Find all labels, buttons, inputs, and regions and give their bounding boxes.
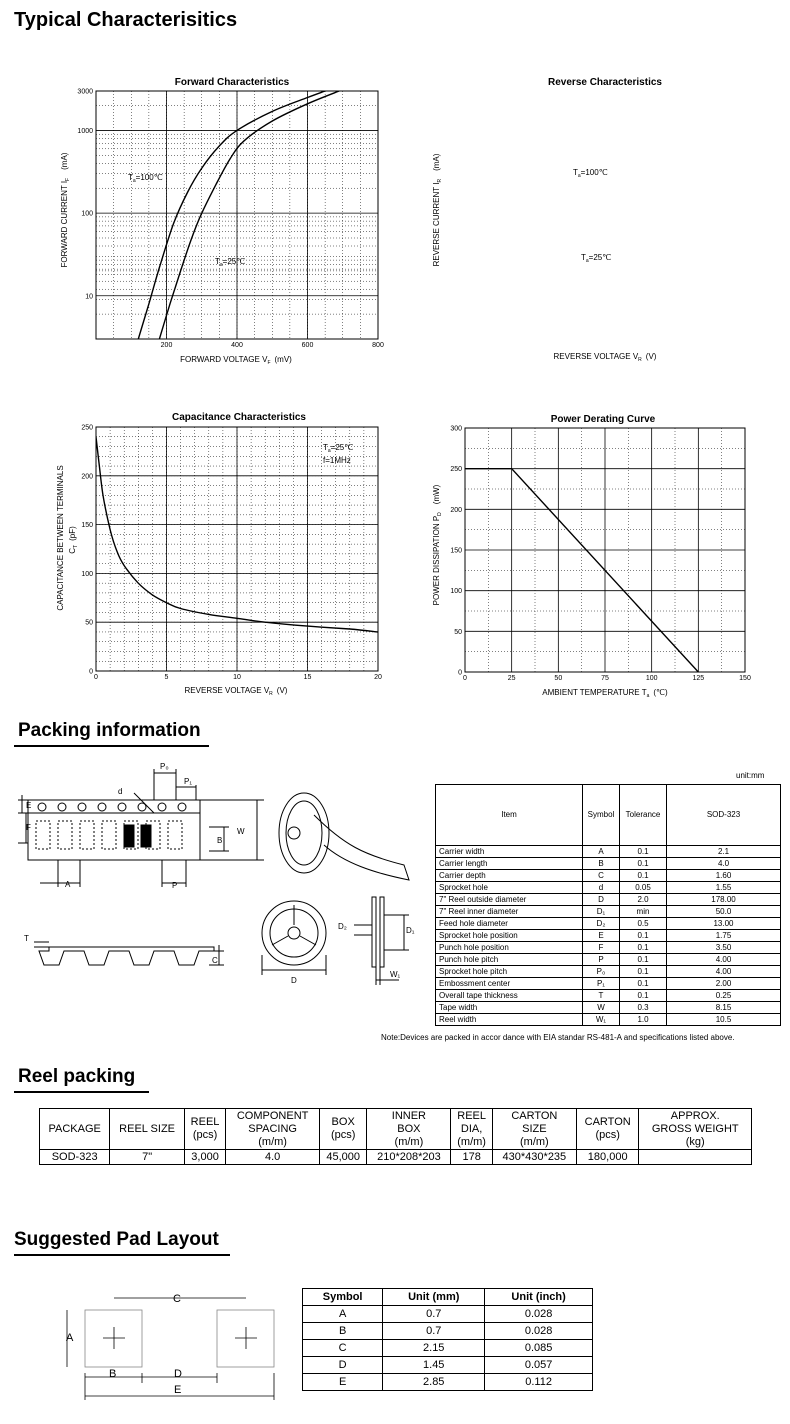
packing-symbol: P₀ — [583, 966, 620, 978]
component — [141, 825, 151, 847]
packing-item: Feed hole diameter — [436, 918, 583, 930]
packing-symbol: B — [583, 858, 620, 870]
packing-value: 8.15 — [667, 1002, 781, 1014]
y-tick-label: 0 — [89, 668, 93, 676]
packing-value: 1.60 — [667, 870, 781, 882]
packing-symbol: D₂ — [583, 918, 620, 930]
derating-title: Power Derating Curve — [550, 414, 656, 425]
x-tick-label: 0 — [463, 675, 467, 682]
x-tick-label: 20 — [374, 674, 382, 681]
packing-row — [436, 990, 781, 1002]
page-title: Typical Characterisitics — [14, 9, 238, 31]
packing-row — [436, 918, 781, 930]
packing-value: 4.00 — [667, 966, 781, 978]
packing-row — [436, 870, 781, 882]
tape-reel-diagram — [14, 755, 429, 1020]
y-tick-label: 150 — [450, 547, 462, 555]
reel-header — [184, 1109, 225, 1150]
pad-row — [303, 1340, 593, 1357]
packing-row — [436, 882, 781, 894]
reel-header — [367, 1109, 451, 1150]
y-tick-label: 1000 — [77, 127, 93, 135]
reel-header-line: PACKAGE — [48, 1122, 101, 1135]
reel-header-line: DIA, — [460, 1122, 483, 1135]
tape-outline — [28, 800, 200, 860]
packing-item: 7" Reel outside diameter — [436, 894, 583, 906]
forward-ticks — [77, 89, 384, 350]
packing-item: Carrier length — [436, 858, 583, 870]
forward-title: Forward Characteristics — [174, 77, 290, 88]
reel-cell: 210*208*203 — [367, 1150, 451, 1165]
sprocket-hole — [78, 803, 86, 811]
capacitance-title: Capacitance Characteristics — [172, 412, 306, 423]
reel-header-line: CARTON — [511, 1109, 558, 1122]
svg-text:E: E — [174, 1384, 182, 1396]
packing-unit: unit:mm — [736, 771, 765, 780]
pad-cell: A — [303, 1306, 383, 1323]
svg-text:P₁: P₁ — [184, 777, 193, 786]
reel-header — [451, 1109, 492, 1150]
tape-pocket — [102, 821, 116, 849]
x-tick-label: 0 — [94, 674, 98, 681]
packing-row — [436, 858, 781, 870]
packing-tolerance: 0.1 — [620, 870, 667, 882]
packing-tolerance: 0.5 — [620, 918, 667, 930]
y-tick-label: 100 — [450, 588, 462, 596]
packing-row — [436, 954, 781, 966]
packing-item: Carrier width — [436, 846, 583, 858]
forward-ann-100: $T_a=100℃$ — [128, 173, 163, 184]
reel-heading-underline — [14, 1091, 149, 1093]
reel-header-line: GROSS WEIGHT — [651, 1122, 739, 1135]
reel-header — [639, 1109, 752, 1150]
pad-cell: 1.45 — [383, 1357, 485, 1374]
packing-symbol: D — [583, 894, 620, 906]
reel-header-line: (m/m) — [457, 1135, 486, 1148]
pad-row — [303, 1306, 593, 1323]
derating-ylabel: POWER DISSIPATION $P_D(mW)$ — [432, 484, 443, 606]
y-tick-label: 250 — [81, 424, 93, 432]
reel-header-line: (kg) — [685, 1135, 705, 1148]
svg-text:E: E — [26, 801, 32, 810]
reel-header-line: BOX — [397, 1122, 421, 1135]
packing-item: 7" Reel inner diameter — [436, 906, 583, 918]
pad-layout-diagram — [55, 1285, 295, 1410]
derating-ticks — [450, 426, 751, 683]
forward-xlabel: FORWARD VOLTAGE $V_F$ (mV) — [180, 355, 292, 366]
reel-header — [110, 1109, 185, 1150]
x-tick-label: 75 — [601, 675, 609, 682]
x-tick-label: 800 — [372, 342, 384, 349]
derating-grid — [465, 428, 745, 672]
packing-symbol: T — [583, 990, 620, 1002]
reel-cell: 4.0 — [226, 1150, 320, 1165]
reel-header-line: (pcs) — [192, 1129, 218, 1141]
x-tick-label: 400 — [231, 342, 243, 349]
packing-value: 4.00 — [667, 954, 781, 966]
packing-row — [436, 894, 781, 906]
x-tick-label: 15 — [303, 674, 312, 681]
x-tick-label: 100 — [645, 675, 658, 682]
reverse-chart — [395, 70, 790, 370]
forward-ylabel: FORWARD CURRENT $I_F(mA)$ — [60, 152, 71, 268]
svg-text:W: W — [237, 827, 245, 836]
packing-row — [436, 1002, 781, 1014]
reel-header-line: SIZE — [522, 1122, 547, 1135]
packing-value: 178.00 — [667, 894, 781, 906]
packing-value: 2.00 — [667, 978, 781, 990]
pad-cell: D — [303, 1357, 383, 1374]
sprocket-hole — [118, 803, 126, 811]
packing-symbol: W₁ — [583, 1014, 620, 1026]
component — [124, 825, 134, 847]
packing-tolerance: 0.1 — [620, 966, 667, 978]
packing-value: 2.1 — [667, 846, 781, 858]
reel-header-line: (m/m) — [258, 1135, 287, 1148]
reverse-ann-100: $T_a=100℃$ — [573, 168, 608, 179]
packing-symbol: P₁ — [583, 978, 620, 990]
x-tick-label: 600 — [301, 342, 314, 349]
capacitance-ann-ta: $T_a=25℃$ — [323, 443, 354, 454]
y-tick-label: 0 — [458, 669, 462, 677]
sprocket-hole — [38, 803, 46, 811]
packing-row — [436, 942, 781, 954]
packing-symbol: D₁ — [583, 906, 620, 918]
packing-tolerance: 0.1 — [620, 846, 667, 858]
reel-cell: SOD-323 — [40, 1150, 110, 1165]
svg-text:B: B — [109, 1368, 117, 1380]
packing-tolerance: 1.0 — [620, 1014, 667, 1026]
pad-cell: 0.112 — [485, 1374, 593, 1391]
reel-cell: 178 — [451, 1150, 492, 1165]
reel-heading: Reel packing — [18, 1066, 136, 1087]
svg-text:D₁: D₁ — [406, 926, 415, 935]
pad-cell: 2.85 — [383, 1374, 485, 1391]
svg-text:F: F — [26, 823, 31, 832]
pad-row — [303, 1323, 593, 1340]
x-tick-label: 150 — [739, 675, 751, 682]
x-tick-label: 50 — [554, 675, 563, 682]
packing-item: Punch hole position — [436, 942, 583, 954]
reel-header — [319, 1109, 366, 1150]
tape-pocket — [36, 821, 50, 849]
packing-item: Overall tape thickness — [436, 990, 583, 1002]
packing-tolerance: 0.1 — [620, 990, 667, 1002]
packing-value: 1.75 — [667, 930, 781, 942]
pad-heading: Suggested Pad Layout — [14, 1229, 219, 1250]
svg-text:A: A — [66, 1332, 74, 1344]
svg-text:T: T — [24, 934, 29, 943]
reel-table — [39, 1108, 752, 1165]
pad-cell: E — [303, 1374, 383, 1391]
pad-cell: 0.028 — [485, 1323, 593, 1340]
x-tick-label: 25 — [507, 675, 516, 682]
capacitance-xlabel: REVERSE VOLTAGE $V_R$ (V) — [184, 686, 288, 697]
pad-cell: 0.085 — [485, 1340, 593, 1357]
tape-pocket — [80, 821, 94, 849]
y-tick-label: 10 — [85, 293, 93, 301]
y-tick-label: 50 — [454, 628, 462, 636]
pad-left — [85, 1310, 142, 1367]
packing-symbol: C — [583, 870, 620, 882]
forward-ann-25: $T_a=25℃$ — [215, 257, 246, 268]
packing-value: 3.50 — [667, 942, 781, 954]
x-tick-label: 5 — [164, 674, 169, 681]
derating-xlabel: AMBIENT TEMPERATURE $T_a$ (℃) — [542, 688, 668, 699]
packing-tolerance: 0.1 — [620, 978, 667, 990]
derating-chart — [395, 405, 790, 700]
packing-tolerance: 0.3 — [620, 1002, 667, 1014]
reel-header-line: (m/m) — [520, 1135, 549, 1148]
svg-text:W₁: W₁ — [390, 970, 401, 979]
packing-tolerance: 0.1 — [620, 858, 667, 870]
y-tick-label: 100 — [81, 570, 93, 578]
series-line — [159, 91, 339, 339]
capacitance-ylabel: CAPACITANCE BETWEEN TERMINALS — [56, 465, 65, 611]
packing-item: Sprocket hole pitch — [436, 966, 583, 978]
tape-pocket — [58, 821, 72, 849]
packing-heading: Packing information — [18, 720, 201, 741]
capacitance-ylabel2: $C_T(pF)$ — [68, 526, 79, 554]
reel-cell — [639, 1150, 752, 1165]
packing-value: 10.5 — [667, 1014, 781, 1026]
svg-text:D₂: D₂ — [338, 922, 347, 931]
reel-header-line: INNER — [391, 1109, 427, 1122]
packing-value: 0.25 — [667, 990, 781, 1002]
y-tick-label: 250 — [450, 466, 462, 474]
y-tick-label: 200 — [450, 506, 462, 514]
packing-row — [436, 846, 781, 858]
y-tick-label: 100 — [81, 210, 93, 218]
sprocket-hole — [158, 803, 166, 811]
reel-header-line: REEL SIZE — [119, 1122, 176, 1135]
reel-header-line: REEL — [190, 1116, 220, 1128]
packing-item: Carrier depth — [436, 870, 583, 882]
packing-value: 1.55 — [667, 882, 781, 894]
reel-cell: 180,000 — [576, 1150, 639, 1165]
svg-text:P: P — [172, 881, 178, 890]
reel-header-line: (pcs) — [330, 1129, 356, 1141]
pad-cell: C — [303, 1340, 383, 1357]
capacitance-chart — [0, 405, 395, 700]
reel-header — [226, 1109, 320, 1150]
x-tick-label: 10 — [233, 674, 241, 681]
packing-value: 4.0 — [667, 858, 781, 870]
packing-table-header — [436, 785, 781, 846]
reel-header-line: SPACING — [248, 1122, 297, 1135]
packing-value: 13.00 — [667, 918, 781, 930]
reel-header-line: CARTON — [584, 1116, 631, 1128]
reel-cell: 45,000 — [319, 1150, 366, 1165]
packing-note: Note:Devices are packed in accor dance with EIA standar RS-481-A and specifications listed above. — [381, 1033, 735, 1042]
packing-symbol: F — [583, 942, 620, 954]
y-tick-label: 300 — [450, 425, 462, 433]
reverse-title: Reverse Characteristics — [548, 77, 662, 88]
packing-row — [436, 930, 781, 942]
sprocket-hole — [58, 803, 66, 811]
packing-tolerance: 2.0 — [620, 894, 667, 906]
forward-chart — [0, 70, 395, 370]
y-tick-label: 150 — [81, 522, 93, 530]
reel-header — [492, 1109, 576, 1150]
packing-item: Punch hole pitch — [436, 954, 583, 966]
pad-header-mm: Unit (mm) — [383, 1289, 485, 1306]
packing-tolerance: 0.1 — [620, 954, 667, 966]
sprocket-hole — [178, 803, 186, 811]
forward-grid — [96, 91, 378, 339]
reverse-xlabel: REVERSE VOLTAGE $V_R$ (V) — [553, 352, 657, 363]
pad-cell: 0.028 — [485, 1306, 593, 1323]
pad-row — [303, 1357, 593, 1374]
reel-header-line: BOX — [331, 1116, 355, 1128]
y-tick-label: 200 — [81, 473, 93, 481]
packing-row — [436, 1014, 781, 1026]
header-sod323: SOD-323 — [667, 785, 781, 846]
packing-symbol: A — [583, 846, 620, 858]
packing-symbol: W — [583, 1002, 620, 1014]
packing-tolerance: 0.1 — [620, 930, 667, 942]
y-tick-label: 50 — [85, 619, 93, 627]
reel-cell: 7" — [110, 1150, 185, 1165]
reel-header-line: (pcs) — [595, 1129, 620, 1141]
pad-heading-underline — [14, 1254, 230, 1256]
reel-header — [576, 1109, 639, 1150]
pad-table — [302, 1288, 593, 1391]
reverse-ann-25: $T_a=25℃$ — [581, 253, 612, 264]
packing-item: Sprocket hole — [436, 882, 583, 894]
packing-symbol: d — [583, 882, 620, 894]
header-tolerance: Tolerance — [620, 785, 667, 846]
packing-table — [435, 784, 781, 1026]
forward-curves — [138, 91, 339, 339]
x-tick-label: 125 — [692, 675, 705, 682]
pad-cell: 0.7 — [383, 1306, 485, 1323]
pad-cell: 0.057 — [485, 1357, 593, 1374]
pad-cell: 2.15 — [383, 1340, 485, 1357]
pad-header-inch: Unit (inch) — [485, 1289, 593, 1306]
y-tick-label: 3000 — [77, 88, 93, 96]
sprocket-hole — [98, 803, 106, 811]
reel-header-line: COMPONENT — [236, 1109, 309, 1122]
svg-text:A: A — [65, 880, 71, 889]
packing-row — [436, 906, 781, 918]
packing-row — [436, 966, 781, 978]
reel-header — [40, 1109, 110, 1150]
packing-symbol: P — [583, 954, 620, 966]
packing-tolerance: min — [620, 906, 667, 918]
reel-cell: 430*430*235 — [492, 1150, 576, 1165]
packing-item: Sprocket hole position — [436, 930, 583, 942]
pad-row — [303, 1374, 593, 1391]
pad-cell: 0.7 — [383, 1323, 485, 1340]
svg-text:D: D — [291, 976, 297, 985]
reverse-ylabel: REVERSE CURRENT $I_R(mA)$ — [432, 153, 443, 267]
packing-heading-underline — [14, 745, 209, 747]
packing-row — [436, 978, 781, 990]
pad-cell: B — [303, 1323, 383, 1340]
reel-cell: 3,000 — [184, 1150, 225, 1165]
svg-text:C: C — [212, 956, 218, 965]
packing-item: Reel width — [436, 1014, 583, 1026]
header-item: Item — [436, 785, 583, 846]
packing-item: Embossment center — [436, 978, 583, 990]
svg-text:P₀: P₀ — [160, 762, 169, 771]
svg-text:B: B — [217, 836, 223, 845]
reel-header-line: (m/m) — [394, 1135, 424, 1148]
x-tick-label: 200 — [160, 342, 173, 349]
header-symbol: Symbol — [583, 785, 620, 846]
capacitance-ann-f: f=1MHz — [323, 456, 351, 465]
packing-tolerance: 0.05 — [620, 882, 667, 894]
packing-item: Tape width — [436, 1002, 583, 1014]
packing-symbol: E — [583, 930, 620, 942]
svg-text:d: d — [118, 787, 123, 796]
tape-pocket — [168, 821, 182, 849]
svg-text:D: D — [174, 1368, 182, 1380]
svg-text:C: C — [173, 1293, 181, 1305]
pad-right — [217, 1310, 274, 1367]
packing-tolerance: 0.1 — [620, 942, 667, 954]
pad-header-symbol: Symbol — [303, 1289, 383, 1306]
packing-value: 50.0 — [667, 906, 781, 918]
reel-header-line: APPROX. — [670, 1109, 720, 1122]
reel-header-line: REEL — [457, 1109, 486, 1122]
